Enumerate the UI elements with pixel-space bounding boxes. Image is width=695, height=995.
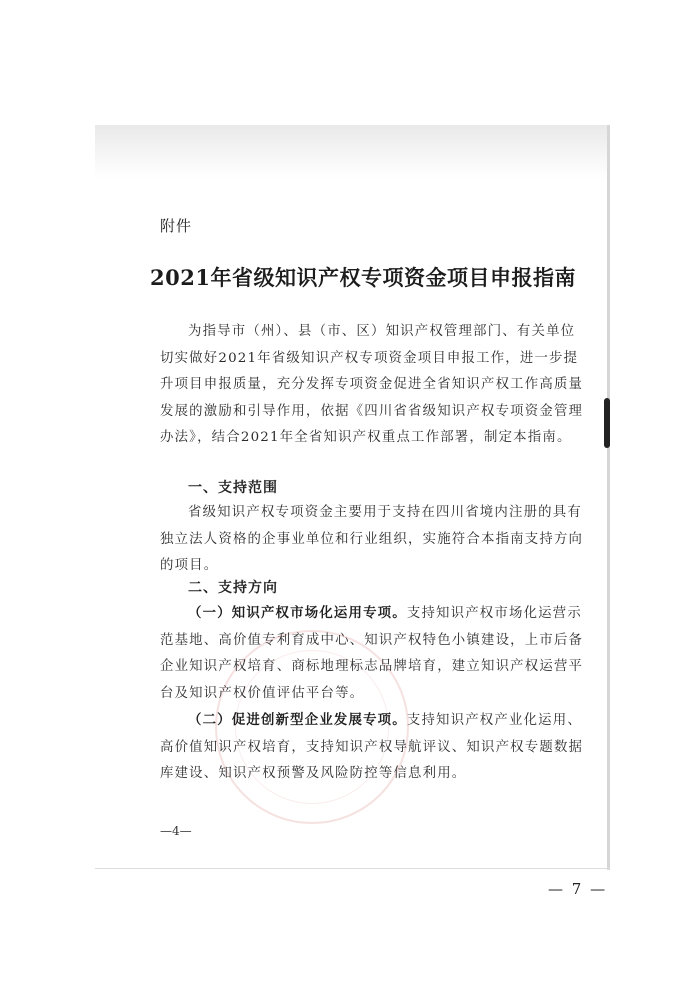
direction-item-2 <box>160 707 585 788</box>
page-number-inner: —4— <box>160 824 192 838</box>
page-number-outer: — 7 — <box>548 880 608 898</box>
direction-item-2-body: 支持知识产权产业化运用、高价值知识产权培育，支持知识产权导航评议、知识产权专题数据库建设、知识产权预警及风险防控等信息利用。 <box>160 713 584 781</box>
attachment-label: 附件 <box>160 217 193 235</box>
direction-item-1-body: 支持知识产权市场化运营示范基地、高价值专利育成中心、知识产权特色小镇建设，上市后备企业知识产权培育、商标地理标志品牌培育，建立知识产权运营平台及知识产权价值评估平台等。 <box>160 606 584 701</box>
direction-item-1-lead: （一）知识产权市场化运用专项。 <box>188 605 407 621</box>
scope-paragraph: 省级知识产权专项资金主要用于支持在四川省境内注册的具有独立法人资格的企事业单位和行业组织，实施符合本指南支持方向的项目。 <box>160 505 584 573</box>
scan-page-edge-bottom <box>95 868 610 869</box>
scan-binding-mark <box>604 398 610 448</box>
section-heading-scope: 一、支持范围 <box>188 480 278 496</box>
scan-page-edge-right <box>607 125 610 870</box>
document-title: 2021年省级知识产权专项资金项目申报指南 <box>150 265 576 290</box>
direction-item-2-lead: （二）促进创新型企业发展专项。 <box>188 712 407 728</box>
section-heading-direction: 二、支持方向 <box>188 580 278 596</box>
intro-paragraph: 为指导市（州）、县（市、区）知识产权管理部门、有关单位切实做好2021年省级知识产权专项资金项目申报工作，进一步提升项目申报质量，充分发挥专项资金促进全省知识产权工作高质量发展的激励和引导作用，依据《四川省省级知识产权专项资金管理办法》，结合2021年全省知识产权重点工作部署，制定本指南。 <box>160 324 584 445</box>
direction-item-1 <box>160 600 585 707</box>
scan-shadow-top <box>95 125 610 180</box>
